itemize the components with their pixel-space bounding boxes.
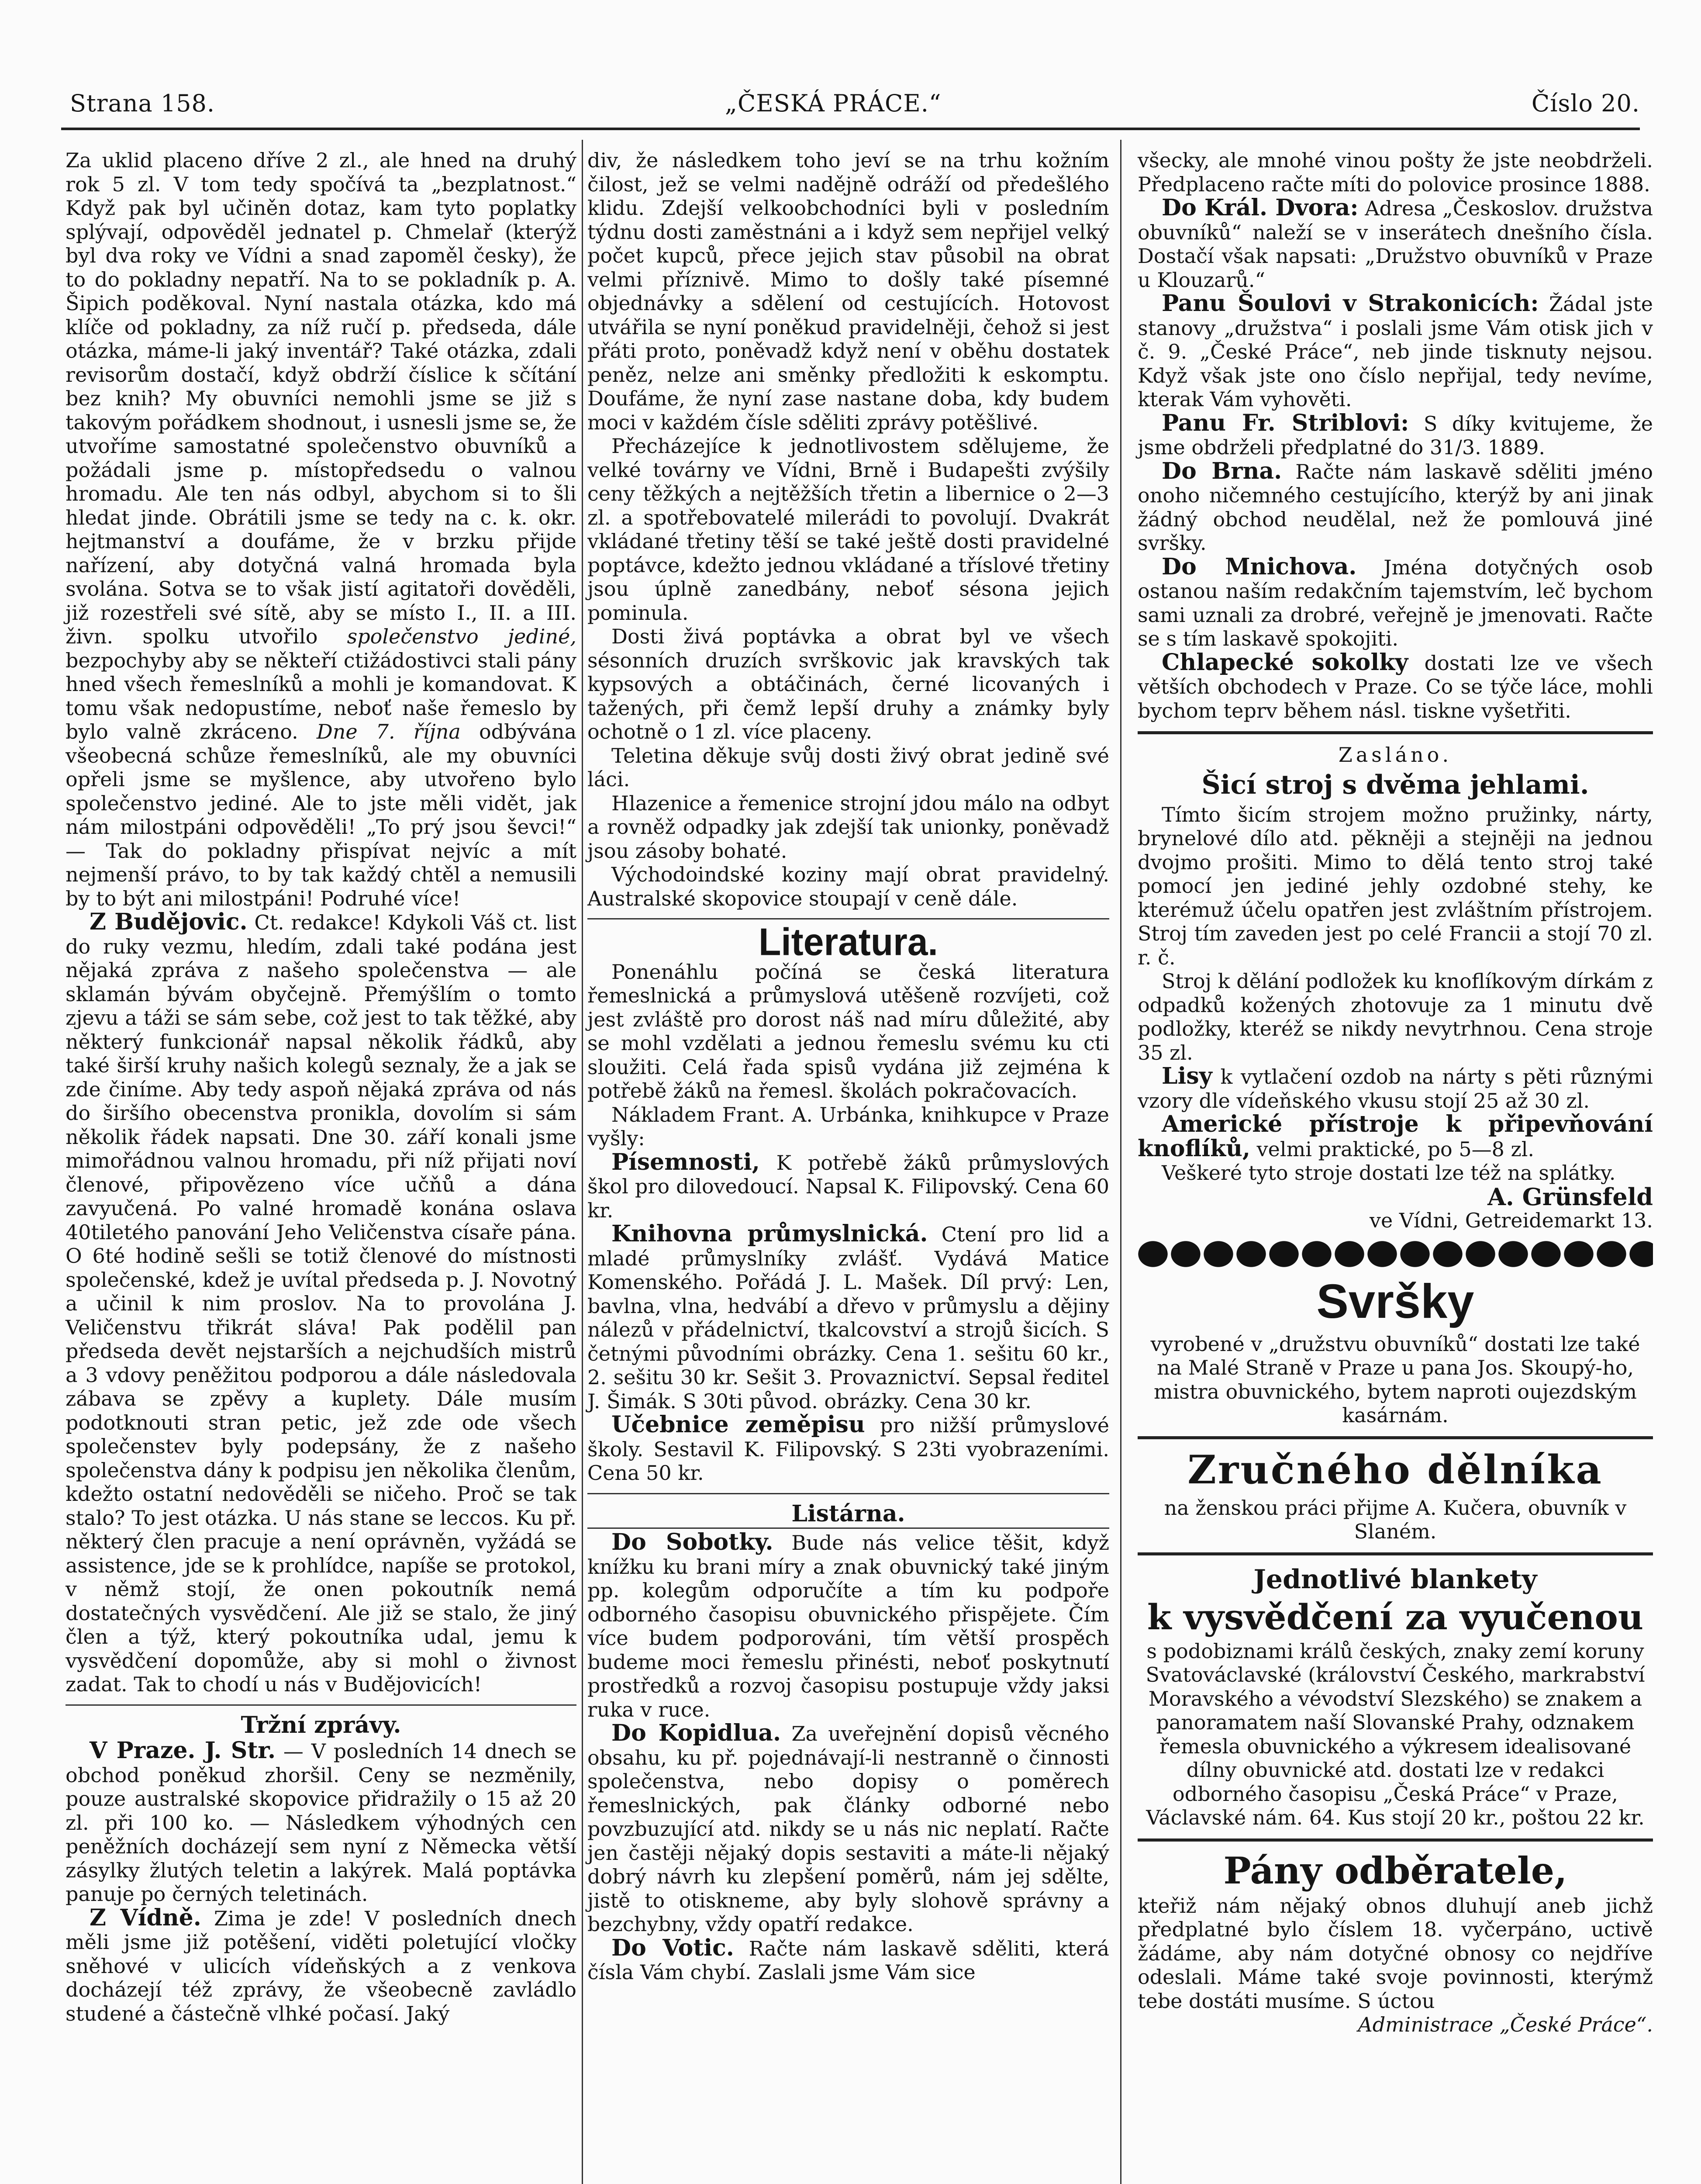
article-paragraph: Nákladem Frant. A. Urbánka, knihkupce v Praze vyšly:	[587, 1102, 1109, 1150]
masthead-title: „ČESKÁ PRÁCE.“	[725, 90, 942, 117]
article-paragraph: div, že následkem toho jeví se na trhu kožním čilost, jež se velmi nadějně odráží od předešlého klidu. Zdejší velkoobchodníci byli v posledním týdnu dosti zaměstnáni a i když sem nepřijel velký počet kupců, přece jejich stav působil na obrat velmi příznivě. Mimo to došly také písemné objednávky a sdělení od cestujících. Hotovost utvářila se nyní poněkud pravidelněji, čehož si jest přáti proto, poněvadž když není v oběhu dostatek peněz, nelze ani směnky předložiti k eskomptu. Doufáme, že nyní zase nastane doba, kdy budem moci v každém čísle sděliti zprávy potěšlivé.	[587, 149, 1109, 434]
section-title-sent: Zasláno.	[1338, 743, 1453, 767]
article-paragraph: Ponenáhlu počíná se česká literatura řemeslnická a průmyslová utěšeně rozvíjeti, což jest zvláště pro dorost náš nad míru důležité, aby se mohl vzdělati a jednou řemeslu svému ku cti sloužiti. Celá řada spisů vydána již zejména k potřebě žáků na řemesl. školách pokračovacích.	[587, 960, 1109, 1102]
ad-worker-title: Zručného dělníka	[1187, 1446, 1603, 1493]
ad-paragraph: s podobiznami králů českých, znaky zemí koruny Svatováclavské (království Českého, markrabství Moravského a vévodství Slezského) se znakem a panoramatem naší Slovanské Prahy, odznakem řemesla obuvnického a výkresem idealisované dílny obuvnické atd. dostati lze v redakci odborného časopisu „Česká Práce“ v Praze, Václavské nám. 64. Kus stojí 20 kr., poštou 22 kr.	[1146, 1639, 1645, 1829]
section-title-literature: Literatura.	[759, 920, 938, 964]
letter-reply: Panu Šoulovi v Strakonicích: Žádal jste stanovy „družstva“ i poslali jsme Vám otisk jich v č. 9. „České Práce“, neb jinde tisknuty nejsou. Když však jste ono číslo nepřijal, tedy nevíme, kterak Vám vyhověti.	[1138, 290, 1653, 411]
ad-paragraph: na ženskou práci přijme A. Kučera, obuvník v Slaném.	[1164, 1496, 1627, 1543]
ad-paragraph: Americké přístroje k připevňování knoflíků, velmi praktické, po 5—8 zl.	[1138, 1111, 1653, 1162]
column-1	[66, 149, 576, 2025]
letter-reply: Do Votic. Račte nám laskavě sděliti, která čísla Vám chybí. Zaslali jsme Vám sice	[587, 1934, 1109, 1984]
ad-signature: A. Grünsfeld	[1487, 1182, 1653, 1211]
section-title-market: Tržní zprávy.	[241, 1711, 401, 1738]
letter-reply: Do Kopidlua. Za uveřejnění dopisů věcného obsahu, ku př. pojednávají-li nestranně o činnosti společenstva, nebo dopisy o poměrech řemeslnických, pak články odborné nebo povzbuzující atd. nikdy se u nás nic neplatí. Račte jen častěji nějaký dopis sestaviti a máte-li nějaký dobrý návrh ku zlepšení poměrů, nám jej sdělte, jistě to otiskneme, aby byly slohově správny a bezchybny, vždy opatří redakce.	[587, 1720, 1109, 1936]
section-rule	[1138, 1436, 1653, 1439]
ad-signature: Administrace „České Práce“.	[1358, 2013, 1653, 2036]
letter-reply: Do Brna. Račte nám laskavě sděliti jméno onoho ničemného cestujícího, kterýž by ani jinak žádný obchod neudělal, než že pomlouvá jiné svršky.	[1138, 457, 1653, 555]
column-divider	[1120, 140, 1121, 2184]
article-paragraph: Hlazenice a řemenice strojní jdou málo na odbyt a rovněž odpadky jak zdejší tak unionky, poněvadž jsou zásoby bohaté.	[587, 791, 1109, 863]
ad-paragraph: Stroj k dělání podložek ku knoflíkovým dírkám z odpadků kožených zhotovuje za 1 minutu dvě podložky, kteréž se nikdy nevytrhnou. Cena stroje 35 zl.	[1138, 969, 1653, 1064]
column-divider	[582, 140, 583, 2184]
column-2	[587, 149, 1109, 1984]
section-rule	[1138, 731, 1653, 734]
section-rule	[1138, 1552, 1653, 1555]
book-entry: Písemnosti, K potřebě žáků průmyslových škol pro dilovedoucí. Napsal K. Filipovský. Cena 60 kr.	[587, 1148, 1109, 1222]
article-paragraph: Za uklid placeno dříve 2 zl., ale hned na druhý rok 5 zl. V tom tedy spočívá ta „bezplatnost.“ Když pak byl učiněn dotaz, kam tyto poplatky splývají, odpověděl jednatel p. Chmelař (kterýž byl dva roky ve Vídni a snad zapoměl česky), že to do pokladny nepatří. Na to se pokladník p. A. Šipich poděkoval. Nyní nastala otázka, kdo má klíče od pokladny, za níž ručí p. předseda, dále otázka, máme-li jaký inventář? Také otázka, zdali revisorům dostačí, když obdrží číslice k sčítání bez knih? My obuvníci nemohli jsme se již s takovým pořádkem shodnout, i usnesli jsme se, že utvoříme samostatné společenstvo obuvníků a požádali jsme p. místopředsedu o valnou hromadu. Ale ten nás odbyl, abychom si to šli hledat jinde. Obrátili jsme se tedy na c. k. okr. hejtmanství a doufáme, že v brzku přijde nařízení, aby dotyčná valná hromada byla svolána. Sotva se to však jistí agitatoři dověděli, již rozestřeli své sítě, aby se místo I., II. a III. živn. spolku utvořilo společenstvo jediné, bezpochyby aby se někteří ctižádostivci stali pány hned všech řemeslníků a mohli je komandovat. K tomu však nedopustíme, neboť naše řemeslo by bylo valně zkráceno. Dne 7. října odbývána všeobecná schůze řemeslníků, ale my obuvníci opřeli jsme se myšlence, aby utvořeno bylo společenstvo jediné. Ale to jste měli vidět, jak nám milostpáni odpověděli! „To prý jsou ševci!“ — Tak do pokladny přispívat nejvíc a mít nejmenší právo, to by tak každý chtěl a nemusili by to být ani milostpáni! Podruhé více!	[66, 149, 576, 910]
ad-paragraph: kteřiž nám nějaký obnos dluhují aneb jichž předplatné bylo číslem 18. vyčerpáno, uctivě žádáme, aby nám dotyčné obnosy co nejdříve odeslali. Máme také svoje povinnosti, kterýmž tebe dostáti musíme. S úctou	[1138, 1894, 1653, 2013]
header-rule	[61, 128, 1640, 130]
letter-reply: Do Král. Dvora: Adresa „Českoslov. družstva obuvníků“ naleží se v inserátech dnešního čísla. Dostačí však napsati: „Družstvo obuvníků v Praze u Klouzarů.“	[1138, 194, 1653, 292]
ad-paragraph: Veškeré tyto stroje dostati lze též na splátky.	[1162, 1161, 1616, 1185]
book-entry: Knihovna průmyslnická. Ctení pro lid a mladé průmyslníky zvlášť. Vydává Matice Komenského. Pořádá J. L. Mašek. Díl prvý: Len, bavlna, vlna, hedvábí a dřevo v průmyslu a dějiny nálezů v přádelnictví, tkalcovství a strojů šicích. S četnými původními obrázky. Cena 1. sešitu 60 kr., 2. sešitu 30 kr. Sešit 3. Provaznictví. Sepsal ředitel J. Šimák. S 30ti původ. obrázky. Cena 30 kr.	[587, 1220, 1109, 1413]
column-3	[1138, 149, 1653, 2037]
article-paragraph: Teletina děkuje svůj dosti živý obrat jedině své láci.	[587, 743, 1109, 791]
article-paragraph: Přecházejíce k jednotlivostem sdělujeme, že velké továrny ve Vídni, Brně i Budapešti zvýšily ceny těžkých a nejtěžších třetin a libernice o 2—3 zl. a spotřebovatelé milerádi to povolují. Dvakrát vkládané třetiny těší se také ještě dosti pravidelné poptávce, kdežto jednou vkládané a tříslové třetiny jsou úplně zanedbány, neboť sésona jejich pominula.	[587, 434, 1109, 625]
ad-paragraph: vyrobené v „družstvu obuvníků“ dostati lze také na Malé Straně v Praze u pana Jos. Skoupý-ho, mistra obuvnického, bytem naproti oujezdským kasárnám.	[1150, 1332, 1640, 1427]
book-entry: Učebnice zeměpisu pro nižší průmyslové školy. Sestavil K. Filipovský. S 23ti vyobrazeními. Cena 50 kr.	[587, 1411, 1109, 1485]
decorative-oval-border	[1138, 1239, 1653, 1269]
letter-reply: Do Mnichova. Jména dotyčných osob ostanou naším redakčním tajemstvím, leč bychom sami uznali za drobré, veřejně je jmenovati. Račte se s tím laskavě spokojiti.	[1138, 553, 1653, 650]
report-praha: V Praze. J. Str. — V posledních 14 dnech se obchod poněkud zhoršil. Ceny se nezměnily, pouze australské skopovice přidražily o 15 až 20 zl. při 100 ko. — Následkem výhodných cen peněžních docházejí sem nyní z Německa větší zásylky žlutých teletin a lakýrek. Malá poptávka panuje po černých teletinách.	[66, 1737, 577, 1906]
ad-paragraph: Lisy k vytlačení ozdob na nárty s pěti různými vzory dle vídeňského vkusu stojí 25 až 30 zl.	[1138, 1063, 1653, 1113]
ad-svrsky-title: Svršky	[1316, 1274, 1474, 1328]
letter-reply: Panu Fr. Striblovi: S díky kvitujeme, že jsme obdrželi předplatné do 31/3. 1889.	[1138, 409, 1653, 459]
section-rule	[587, 1493, 1109, 1494]
article-paragraph: Východoindské koziny mají obrat pravidelný. Australské skopovice stoupají v ceně dále.	[587, 863, 1109, 910]
report-budejovice: Z Budějovic. Ct. redakce! Kdykoli Váš ct. list do ruky vezmu, hledím, zdali také podána jest nějaká zpráva z našeho společenstva — ale sklamán bývám obyčejně. Přemýšlím o tomto zjevu a táži se sám sebe, což jest to tak těžké, aby některý funkcionář napsal několik řádků, aby také širší kruhy našich kolegů seznaly, že a jak se zde činíme. Aby tedy aspoň nějaká zpráva od nás do širšího obecenstva pronikla, dovolím si sám několik řádek napsati. Dne 30. září konali jsme mimořádnou valnou hromadu, při níž přijati noví členové, připovězeno více učňů a dána zavyučená. Po valné hromadě konána oslava 40tiletého panování Jeho Veličenstva císaře pána. O 6té hodině sešli se totiž členové do místnosti společenské, kdež je uvítal předseda p. J. Novotný a učinil k nim proslov. Na to provolána J. Veličenstvu třikrát sláva! Pak podělil pan předseda devět nejstarších a nejchudších mistrů a 3 vdovy peněžitou podporou a dále následovala zábava se zpěvy a kuplety. Dále musím podotknouti stran petic, jež zde ode všech společenstev byly podepsány, že z našeho společenstva dány k podpisu jen několika členům, kdežto ostatní nedověděli se ničeho. Proč se tak stalo? To jest otázka. U nás stane se leccos. Ku př. některý člen pracuje a není oprávněn, vyžádá se assistence, jde se k prohlídce, napíše se protokol, v němž stojí, že onen pokoutník nemá dostatečných vysvědčení. Ale již se stalo, že jiný člen a týž, který pokoutníka udal, jemu k vysvědčení dopomůže, aby si mohl o živnost zadat. Tak to chodí u nás v Budějovicích!	[66, 909, 577, 1696]
letter-reply: Do Sobotky. Bude nás velice těšit, když knížku ku brani míry a znak obuvnický také jiným pp. kolegům odporučíte a tím ku podpoře odborného časopisu obuvnického přispějete. Čím více budem podporováni, tím větší prospěch budeme moci řemeslu přinésti, neboť poskytnutí prostředků a rozvoj časopisu postupuje vždy jaksi ruka v ruce.	[587, 1529, 1109, 1721]
report-viden: Z Vídně. Zima je zde! V posledních dnech měli jsme již potěšení, viděti poletující vločky sněhové v ulicích vídeňských a z venkova docházejí též zprávy, že všeobecně zavládlo studené a částečně vlhké počasí. Jaký	[66, 1904, 576, 2025]
ad-subscribers-title: Pány odběratele,	[1223, 1849, 1567, 1892]
letter-reply: Chlapecké sokolky dostati lze ve všech větších obchodech v Praze. Co se týče láce, mohli bychom teprv během násl. tiskne vyšetřiti.	[1138, 649, 1653, 722]
ad-address: ve Vídni, Getreidemarkt 13.	[1369, 1209, 1653, 1232]
section-rule	[1138, 1838, 1653, 1842]
section-rule	[66, 1704, 576, 1706]
ad-sewing-machine-title: Šicí stroj s dvěma jehlami.	[1201, 769, 1589, 800]
ad-paragraph: Tímto šicím strojem možno pružinky, nárty, brynelové dílo atd. pěkněji a stejněji na jednou dvojmo prošiti. Mimo to dělá tento stroj také pomocí jen jediné jehly ozdobné stehy, ke kterémuž účelu opatřen jest zvláštním přístrojem. Stroj tím zaveden jest po celé Francii a stojí 70 zl. r. č.	[1138, 802, 1653, 969]
article-paragraph: Dosti živá poptávka a obrat byl ve všech sésonních druzích svrškovic jak kravských tak kypsových a obtáčinách, černé licovaných i tažených, při čemž lepší druhy a známky byly ochotně o 1 zl. více placeny.	[587, 625, 1109, 743]
section-rule	[587, 918, 1109, 919]
page-number: Strana 158.	[70, 90, 215, 117]
ad-blanks-title: Jednotlivé blankety	[1253, 1564, 1537, 1595]
article-paragraph: všecky, ale mnohé vinou pošty že jste neobdrželi. Předplaceno račte míti do polovice prosince 1888.	[1138, 149, 1653, 196]
ad-blanks-subtitle: k vysvědčení za vyučenou	[1147, 1596, 1644, 1638]
issue-number: Číslo 20.	[1531, 90, 1640, 117]
section-title-mailbox: Listárna.	[587, 1502, 1109, 1529]
